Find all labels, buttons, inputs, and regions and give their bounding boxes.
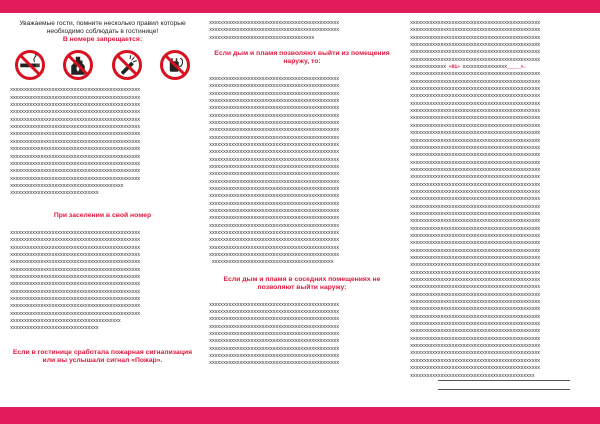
rules-text-block: xxxxxxxxxxxxxxxxxxxxxxxxxxxxxxxxxxxxxxxxxxxxxxx xxxxxxxxxxxxxxxxxxxxxxxxxxxxxxxxxxxxxxxxxxxxxxx xxxxxxxxxxxxxxxxxxxxxxxxxxxxxxxxxxxxxxxxxxxxxxx xxxxxxxxxxxxxxxxxxxxxxxxxxxxxxxxxxxxxxxxxxxxxxx xxxxxxxxxxxxxxxxxxxxxxxxxxxxxxxxxxxxxxxxxxxxxxx xxxxxxxxxxxxxxxxxxxxxxxxxxxxxxxxxxxxxxxxxxxxxxx xxxxxxxxxxxxxxxxxxxxxxxxxxxxxxxxxxxxxxxxxxxxxxx xxxxxxxxxxxxxxxxxxxxxxxxxxxxxxxxxxxxxxxxxxxxxxx xxxxxxxxxxxxxxxxxxxxxxxxxxxxxxxxxxxxxxxxxxxxxxx xxxxxxxxxxxxxxxxxxxxxxxxxxxxxxxxxxxxxxxxxxxxxxx xxxxxxxxxxxxxxxxxxxxxxxxxxxxxxxxxxxxxxxxxxxxxxx xxxxxxxxxxxxxxxxxxxxxxxxxxxxxxxxxxxxxxxxxxxxxxx xxxxxxxxxxxxxxxxxxxxxxxxxxxxxxxxxxxxxxxxxxxxxxx xxxxxxxxxxxxxxxxxxxxxxxxxxxxxxxxxxxxxxxxx xxxxxxxxxxxxxxxxxxxxxxxxxxxxxxxx <box>10 87 140 197</box>
text-block-main: xxxxxxxxxxxxxxxxxxxxxxxxxxxxxxxxxxxxxxxxxxxxxxx xxxxxxxxxxxxxxxxxxxxxxxxxxxxxxxxxxxxxxxxxxxxxxx xxxxxxxxxxxxxxxxxxxxxxxxxxxxxxxxxxxxxxxxxxxxxxx xxxxxxxxxxxxxxxxxxxxxxxxxxxxxxxxxxxxxxxxxxxxxxx xxxxxxxxxxxxxxxxxxxxxxxxxxxxxxxxxxxxxxxxxxxxxxx xxxxxxxxxxxxxxxxxxxxxxxxxxxxxxxxxxxxxxxxxxxxxxx xxxxxxxxxxxxxxxxxxxxxxxxxxxxxxxxxxxxxxxxxxxxxxx xxxxxxxxxxxxxxxxxxxxxxxxxxxxxxxxxxxxxxxxxxxxxxx xxxxxxxxxxxxxxxxxxxxxxxxxxxxxxxxxxxxxxxxxxxxxxx xxxxxxxxxxxxxxxxxxxxxxxxxxxxxxxxxxxxxxxxxxxxxxx xxxxxxxxxxxxxxxxxxxxxxxxxxxxxxxxxxxxxxxxxxxxxxx xxxxxxxxxxxxxxxxxxxxxxxxxxxxxxxxxxxxxxxxxxxxxxx xxxxxxxxxxxxxxxxxxxxxxxxxxxxxxxxxxxxxxxxxxxxxxx xxxxxxxxxxxxxxxxxxxxxxxxxxxxxxxxxxxxxxxxxxxxxxx xxxxxxxxxxxxxxxxxxxxxxxxxxxxxxxxxxxxxxxxxxxxxxx xxxxxxxxxxxxxxxxxxxxxxxxxxxxxxxxxxxxxxxxxxxxxxx xxxxxxxxxxxxxxxxxxxxxxxxxxxxxxxxxxxxxxxxxxxxxxx xxxxxxxxxxxxxxxxxxxxxxxxxxxxxxxxxxxxxxxxxxxxxxx xxxxxxxxxxxxxxxxxxxxxxxxxxxxxxxxxxxxxxxxxxxxxxx xxxxxxxxxxxxxxxxxxxxxxxxxxxxxxxxxxxxxxxxxxxxxxx xxxxxxxxxxxxxxxxxxxxxxxxxxxxxxxxxxxxxxxxxxxxxxx xxxxxxxxxxxxxxxxxxxxxxxxxxxxxxxxxxxxxxxxxxxxxxx xxxxxxxxxxxxxxxxxxxxxxxxxxxxxxxxxxxxxxxxxxxxxxx xxxxxxxxxxxxxxxxxxxxxxxxxxxxxxxxxxxxxxxxxxxxxxx xxxxxxxxxxxxxxxxxxxxxxxxxxxxxxxxxxxxxxxxxxxxxxx xxxxxxxxxxxxxxxxxxxxxxxxxxxxxxxxxxxxxxxxxxxxxxx xxxxxxxxxxxxxxxxxxxxxxxxxxxxxxxxxxxxxxxxxxxxxxx xxxxxxxxxxxxxxxxxxxxxxxxxxxxxxxxxxxxxxxxxxxxxxx xxxxxxxxxxxxxxxxxxxxxxxxxxxxxxxxxxxxxxxxxxxxxxx xxxxxxxxxxxxxxxxxxxxxxxxxxxxxxxxxxxxxxxxxxxxxxx xxxxxxxxxxxxxxxxxxxxxxxxxxxxxxxxxxxxxxxxxxxxxxx xxxxxxxxxxxxxxxxxxxxxxxxxxxxxxxxxxxxxxxxxxxxxxx xxxxxxxxxxxxxxxxxxxxxxxxxxxxxxxxxxxxxxxxxxxxxxx xxxxxxxxxxxxxxxxxxxxxxxxxxxxxxxxxxxxxxxxxxxxxxx xxxxxxxxxxxxxxxxxxxxxxxxxxxxxxxxxxxxxxxxxxxxxxx xxxxxxxxxxxxxxxxxxxxxxxxxxxxxxxxxxxxxxxxxxxxxxx xxxxxxxxxxxxxxxxxxxxxxxxxxxxxxxxxxxxxxxxxxxxxxx xxxxxxxxxxxxxxxxxxxxxxxxxxxxxxxxxxxxxxxxxxxxxxx xxxxxxxxxxxxxxxxxxxxxxxxxxxxxxxxxxxxxxxxxxxxxxx xxxxxxxxxxxxxxxxxxxxxxxxxxxxxxxxxxxxxxxxxxxxxxx xxxxxxxxxxxxxxxxxxxxxxxxxxxxxxxxxxxxxxxxxxxxxxx xxxxxxxxxxxxxxxxxxxxxxxxxxxxxxxxxxxxxxxxxxxxx <box>410 71 540 379</box>
no-exit-text-block: xxxxxxxxxxxxxxxxxxxxxxxxxxxxxxxxxxxxxxxxxxxxxxx xxxxxxxxxxxxxxxxxxxxxxxxxxxxxxxxxxxxxxxxxxxxxxx xxxxxxxxxxxxxxxxxxxxxxxxxxxxxxxxxxxxxxxxxxxxxxx xxxxxxxxxxxxxxxxxxxxxxxxxxxxxxxxxxxxxxxxxxxxxxx xxxxxxxxxxxxxxxxxxxxxxxxxxxxxxxxxxxxxxxxxxxxxxx xxxxxxxxxxxxxxxxxxxxxxxxxxxxxxxxxxxxxxxxxxxxxxx xxxxxxxxxxxxxxxxxxxxxxxxxxxxxxxxxxxxxxxxxxxxxxx xxxxxxxxxxxxxxxxxxxxxxxxxxxxxxxxxxxxxxxxxxxxxxx xxxxxxxxxxxxxxxxxxxxxxxxxxxxxxxxxxxxxxxxxxxxxxx <box>209 301 339 367</box>
column-2 <box>209 20 395 403</box>
bottom-band <box>0 407 600 424</box>
text-block-top: xxxxxxxxxxxxxxxxxxxxxxxxxxxxxxxxxxxxxxxxxxxxxxx xxxxxxxxxxxxxxxxxxxxxxxxxxxxxxxxxxxxxxxxxxxxxxx xxxxxxxxxxxxxxxxxxxxxxxxxxxxxxxxxxxxxxxxxxxxxxx xxxxxxxxxxxxxxxxxxxxxxxxxxxxxxxxxxxxxxxxxxxxxxx xxxxxxxxxxxxxxxxxxxxxxxxxxxxxxxxxxxxxxxxxxxxxxx xxxxxxxxxxxxxxxxxxxxxxxxxxxxxxxxxxxxxxxxxxxxxxx <box>410 20 540 63</box>
no-fireworks-icon <box>112 50 142 80</box>
top-band <box>0 0 600 13</box>
signature-line-1 <box>438 380 570 381</box>
prohibition-signs <box>10 50 195 80</box>
heading-no-exit: Если дым и пламя в соседних помещениях не позволяют выйти наружу: <box>223 275 381 292</box>
check-in-text-block: xxxxxxxxxxxxxxxxxxxxxxxxxxxxxxxxxxxxxxxxxxxxxxx xxxxxxxxxxxxxxxxxxxxxxxxxxxxxxxxxxxxxxxxxxxxxxx xxxxxxxxxxxxxxxxxxxxxxxxxxxxxxxxxxxxxxxxxxxxxxx xxxxxxxxxxxxxxxxxxxxxxxxxxxxxxxxxxxxxxxxxxxxxxx xxxxxxxxxxxxxxxxxxxxxxxxxxxxxxxxxxxxxxxxxxxxxxx xxxxxxxxxxxxxxxxxxxxxxxxxxxxxxxxxxxxxxxxxxxxxxx xxxxxxxxxxxxxxxxxxxxxxxxxxxxxxxxxxxxxxxxxxxxxxx xxxxxxxxxxxxxxxxxxxxxxxxxxxxxxxxxxxxxxxxxxxxxxx xxxxxxxxxxxxxxxxxxxxxxxxxxxxxxxxxxxxxxxxxxxxxxx xxxxxxxxxxxxxxxxxxxxxxxxxxxxxxxxxxxxxxxxxxxxxxx xxxxxxxxxxxxxxxxxxxxxxxxxxxxxxxxxxxxxxxxxxxxxxx xxxxxxxxxxxxxxxxxxxxxxxxxxxxxxxxxxxxxxxxxxxxxxx xxxxxxxxxxxxxxxxxxxxxxxxxxxxxxxxxxxxxxxx xxxxxxxxxxxxxxxxxxxxxxxxxxxxxxxx <box>10 229 140 332</box>
heading-exit-outside: Если дым и пламя позволяют выйти из помещения наружу, то: <box>214 50 390 66</box>
phone-end: ». <box>520 64 527 71</box>
intro-text-block: xxxxxxxxxxxxxxxxxxxxxxxxxxxxxxxxxxxxxxxxxxxxxxx xxxxxxxxxxxxxxxxxxxxxxxxxxxxxxxxxxxxxxxxxxxxxxx xxxxxxxxxxxxxxxxxxxxxxxxxxxxxxxxxxxxxx <box>209 20 339 41</box>
no-flammable-liquids-icon <box>63 50 93 80</box>
signature-line-2 <box>438 389 570 390</box>
heading-fire-alarm: Если в гостинице сработала пожарная сигнализация или вы услышали сигнал «Пожар». <box>12 348 193 365</box>
intro-text: Уважаемые гости, помните несколько правил которые необходимо соблюдать в гостинице! <box>19 20 186 35</box>
phone-suffix: xxxxxxxxxxxxxxxx <box>459 64 507 71</box>
column-1 <box>10 20 195 403</box>
heading-check-in: При заселении в свой номер <box>53 211 152 219</box>
exit-text-block: xxxxxxxxxxxxxxxxxxxxxxxxxxxxxxxxxxxxxxxxxxxxxxx xxxxxxxxxxxxxxxxxxxxxxxxxxxxxxxxxxxxxxxxxxxxxxx xxxxxxxxxxxxxxxxxxxxxxxxxxxxxxxxxxxxxxxxxxxxxxx xxxxxxxxxxxxxxxxxxxxxxxxxxxxxxxxxxxxxxxxxxxxxxx xxxxxxxxxxxxxxxxxxxxxxxxxxxxxxxxxxxxxxxxxxxxxxx xxxxxxxxxxxxxxxxxxxxxxxxxxxxxxxxxxxxxxxxxxxxxxx xxxxxxxxxxxxxxxxxxxxxxxxxxxxxxxxxxxxxxxxxxxxxxx xxxxxxxxxxxxxxxxxxxxxxxxxxxxxxxxxxxxxxxxxxxxxxx xxxxxxxxxxxxxxxxxxxxxxxxxxxxxxxxxxxxxxxxxxxxxxx xxxxxxxxxxxxxxxxxxxxxxxxxxxxxxxxxxxxxxxxxxxxxxx xxxxxxxxxxxxxxxxxxxxxxxxxxxxxxxxxxxxxxxxxxxxxxx xxxxxxxxxxxxxxxxxxxxxxxxxxxxxxxxxxxxxxxxxxxxxxx xxxxxxxxxxxxxxxxxxxxxxxxxxxxxxxxxxxxxxxxxxxxxxx xxxxxxxxxxxxxxxxxxxxxxxxxxxxxxxxxxxxxxxxxxxxxxx xxxxxxxxxxxxxxxxxxxxxxxxxxxxxxxxxxxxxxxxxxxxxxx xxxxxxxxxxxxxxxxxxxxxxxxxxxxxxxxxxxxxxxxxxxxxxx xxxxxxxxxxxxxxxxxxxxxxxxxxxxxxxxxxxxxxxxxxxxxxx xxxxxxxxxxxxxxxxxxxxxxxxxxxxxxxxxxxxxxxxxxxxxxx xxxxxxxxxxxxxxxxxxxxxxxxxxxxxxxxxxxxxxxxxxxxxxx xxxxxxxxxxxxxxxxxxxxxxxxxxxxxxxxxxxxxxxxxxxxxxx xxxxxxxxxxxxxxxxxxxxxxxxxxxxxxxxxxxxxxxxxxxxxxx xxxxxxxxxxxxxxxxxxxxxxxxxxxxxxxxxxxxxxxxxxxxxxx xxxxxxxxxxxxxxxxxxxxxxxxxxxxxxxxxxxxxxxxxxxxxxx xxxxxxxxxxxxxxxxxxxxxxxxxxxxxxxxxxxxxxxxxxxxxxx xxxxxxxxxxxxxxxxxxxxxxxxxxxxxxxxxxxxxxxxxxxxxxx xxxxxxxxxxxxxxxxxxxxxxxxxxxxxxxxxxxxxxxxxxxx <box>209 75 339 266</box>
emergency-number: «01» <box>448 64 460 71</box>
heading-prohibited: В номере запрещается: <box>62 36 143 43</box>
emergency-phone-line <box>410 64 594 71</box>
phone-blank: _____ <box>506 64 521 71</box>
phone-prefix: xxxxxxxxxxxxx <box>410 64 449 71</box>
no-electrical-heater-icon <box>160 50 190 80</box>
no-smoking-icon <box>15 50 45 80</box>
column-3 <box>410 20 594 403</box>
